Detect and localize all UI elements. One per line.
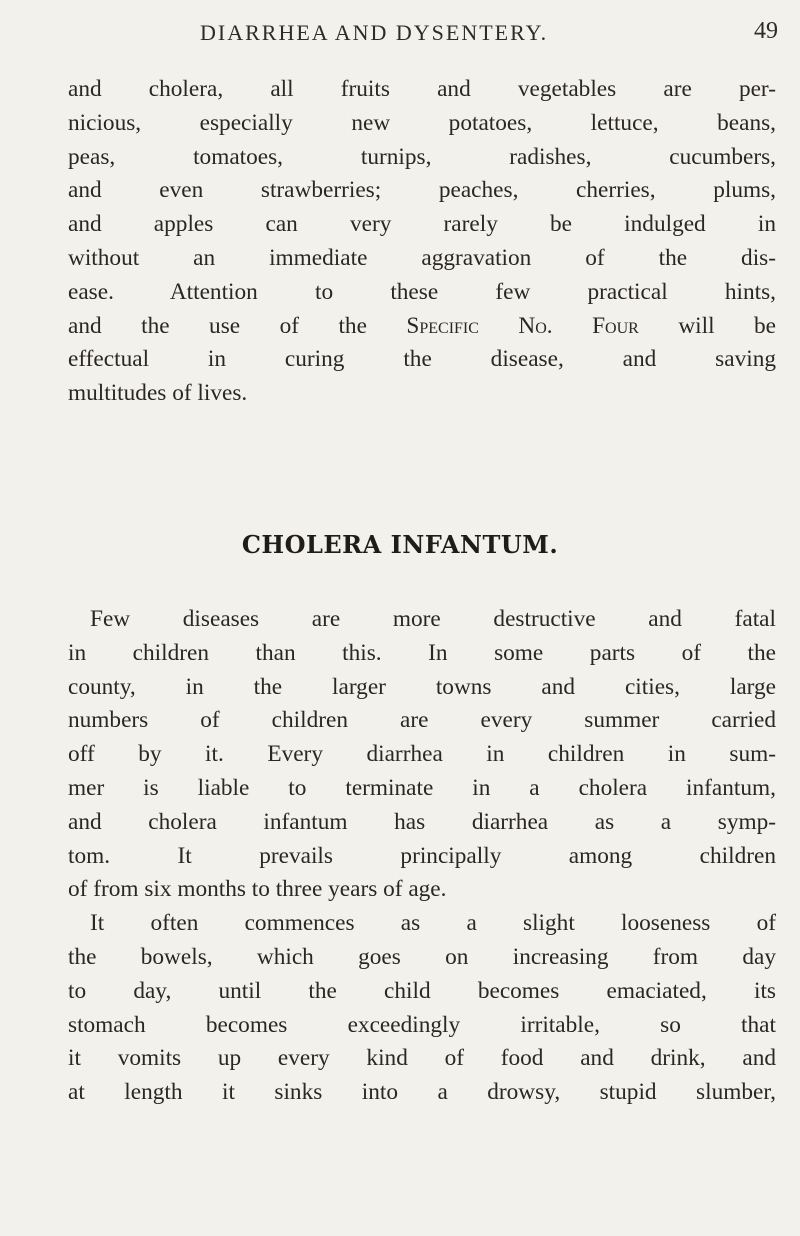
section-heading: CHOLERA INFANTUM. xyxy=(241,530,559,559)
text-line: multitudes of lives. xyxy=(68,380,248,407)
text-line: stomach becomes exceedingly irritable, so that xyxy=(68,1011,776,1038)
text-fragment: will be xyxy=(678,312,777,339)
paragraph-1 xyxy=(68,73,776,411)
text-line: county, in the larger towns and cities, large xyxy=(68,673,776,700)
text-line: peas, tomatoes, turnips, radishes, cucumbers, xyxy=(68,143,776,170)
text-line: at length it sinks into a drowsy, stupid slumber, xyxy=(68,1079,776,1106)
text-line: and even strawberries; peaches, cherries, plums, xyxy=(68,177,776,204)
text-line: off by it. Every diarrhea in children in sum- xyxy=(68,741,776,768)
text-line: tom. It prevails principally among children xyxy=(68,842,776,869)
text-line: it vomits up every kind of food and drink, and xyxy=(68,1045,776,1072)
running-head: DIARRHEA AND DYSENTERY. xyxy=(200,20,549,45)
text-line xyxy=(68,310,776,344)
specific-remedy-name: Specific No. Four xyxy=(406,312,639,339)
text-line: mer is liable to terminate in a cholera infantum, xyxy=(68,774,776,801)
paragraph-2 xyxy=(68,603,776,1110)
text-line: nicious, especially new potatoes, lettuce, beans, xyxy=(68,109,776,136)
text-line: the bowels, which goes on increasing from day xyxy=(68,943,776,970)
text-line: effectual in curing the disease, and saving xyxy=(68,346,776,373)
text-line: and apples can very rarely be indulged in xyxy=(68,211,776,238)
text-line: numbers of children are every summer carried xyxy=(68,707,776,734)
text-line: in children than this. In some parts of the xyxy=(68,639,776,666)
text-line: ease. Attention to these few practical hints, xyxy=(68,278,776,305)
page-number: 49 xyxy=(754,18,778,44)
text-line: without an immediate aggravation of the dis- xyxy=(68,244,776,271)
text-line: and cholera infantum has diarrhea as a symp- xyxy=(68,808,776,835)
text-fragment: and the use of the xyxy=(68,312,367,339)
text-line: of from six months to three years of age. xyxy=(68,876,447,903)
text-line: to day, until the child becomes emaciated, its xyxy=(68,977,776,1004)
text-line: Few diseases are more destructive and fatal xyxy=(90,606,776,632)
text-line: and cholera, all fruits and vegetables are per- xyxy=(68,76,776,102)
text-line: It often commences as a slight looseness of xyxy=(90,910,776,937)
